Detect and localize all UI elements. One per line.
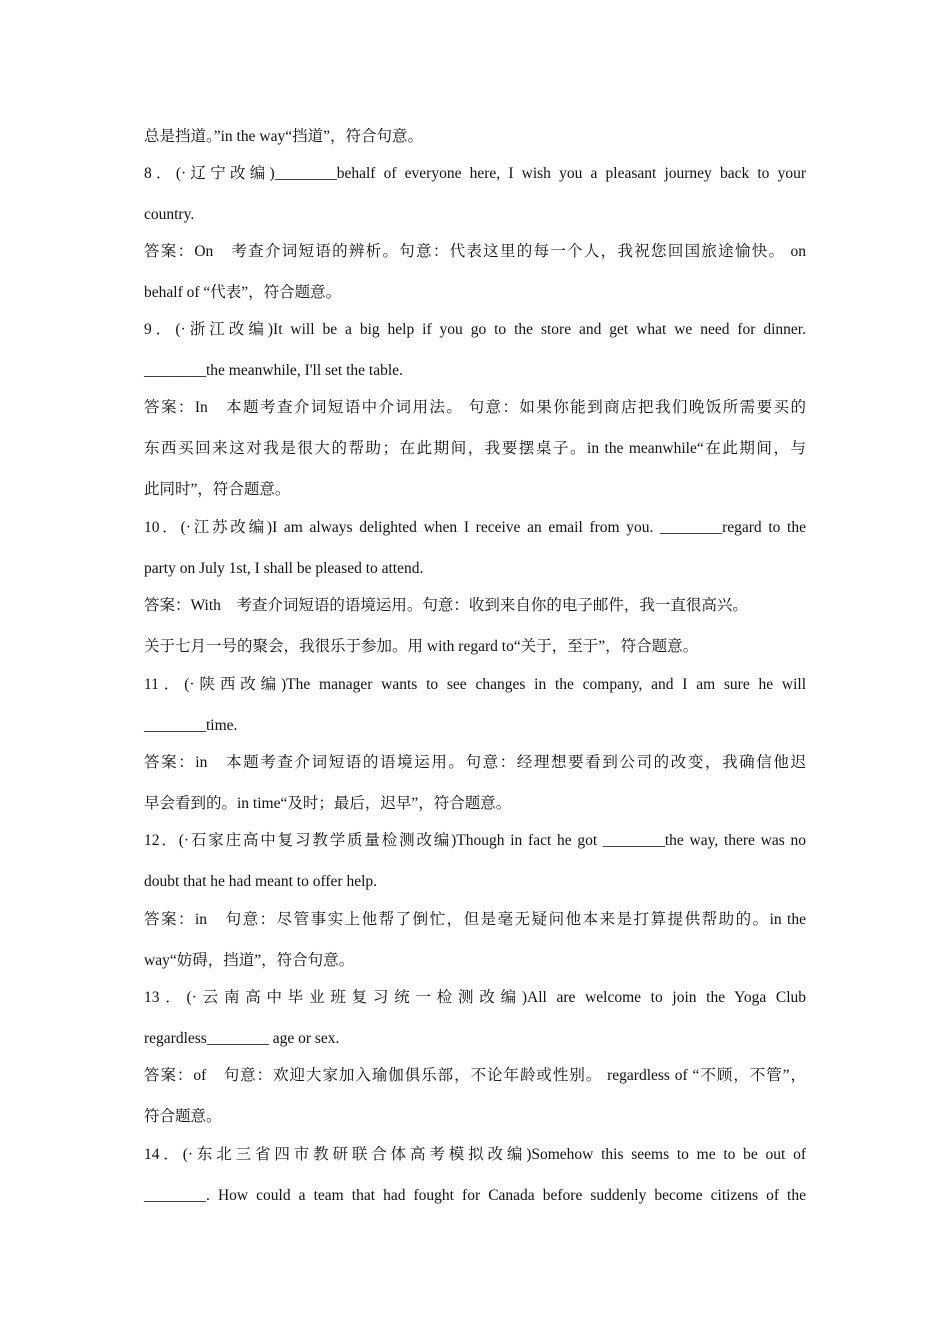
answer-11: 答案：in 本题考查介词短语的语境运用。句意：经理想要看到公司的改变，我确信他迟 bbox=[144, 754, 806, 771]
text-line: 此同时”，符合题意。 bbox=[144, 481, 291, 498]
question-13: 13．(·云南高中毕业班复习统一检测改编)All are welcome to join the Yoga Club bbox=[144, 989, 806, 1006]
text-line: doubt that he had meant to offer help. bbox=[144, 873, 378, 890]
text-line: way“妨碍，挡道”，符合句意。 bbox=[144, 952, 355, 969]
answer-12: 答案：in 句意：尽管事实上他帮了倒忙，但是毫无疑问他本来是打算提供帮助的。in the bbox=[144, 911, 806, 928]
text-line: 符合题意。 bbox=[144, 1108, 222, 1125]
text-line: country. bbox=[144, 206, 195, 223]
question-12: 12．(·石家庄高中复习教学质量检测改编)Though in fact he got ________the way, there was no bbox=[144, 832, 806, 849]
text-line: 东西买回来这对我是很大的帮助；在此期间，我要摆桌子。in the meanwhile“在此期间，与 bbox=[144, 440, 806, 457]
question-10: 10．(·江苏改编)I am always delighted when I receive an email from you. ________regard to the bbox=[144, 519, 806, 536]
question-14: 14．(·东北三省四市教研联合体高考模拟改编)Somehow this seems to me to be out of bbox=[144, 1146, 806, 1163]
answer-10: 答案：With 考查介词短语的语境运用。句意：收到来自你的电子邮件，我一直很高兴。 bbox=[144, 597, 748, 614]
answer-9: 答案：In 本题考查介词短语中介词用法。 句意：如果你能到商店把我们晚饭所需要买的 bbox=[144, 399, 806, 416]
question-8: 8．(·辽宁改编)________behalf of everyone here, I wish you a pleasant journey back to your bbox=[144, 165, 806, 182]
question-11: 11．(·陕西改编)The manager wants to see changes in the company, and I am sure he will bbox=[144, 676, 806, 693]
text-line: regardless________ age or sex. bbox=[144, 1030, 340, 1047]
text-line: ________. How could a team that had fought for Canada before suddenly become citizens of the bbox=[144, 1187, 806, 1204]
text-line: 早会看到的。in time“及时；最后，迟早”，符合题意。 bbox=[144, 795, 512, 812]
text-line: party on July 1st, I shall be pleased to attend. bbox=[144, 560, 424, 577]
text-line: 关于七月一号的聚会，我很乐于参加。用 with regard to“关于，至于”，符合题意。 bbox=[144, 638, 699, 655]
text-line: 总是挡道。”in the way“挡道”，符合句意。 bbox=[144, 128, 423, 145]
answer-13: 答案：of 句意：欢迎大家加入瑜伽俱乐部，不论年龄或性别。 regardless of “不顾，不管”， bbox=[144, 1067, 806, 1084]
text-line: ________the meanwhile, I'll set the table. bbox=[144, 362, 403, 379]
question-9: 9．(·浙江改编)It will be a big help if you go to the store and get what we need for dinner. bbox=[144, 321, 806, 338]
answer-8: 答案：On 考查介词短语的辨析。句意：代表这里的每一个人，我祝您回国旅途愉快。 on bbox=[144, 243, 806, 260]
text-line: behalf of “代表”，符合题意。 bbox=[144, 284, 342, 301]
text-line: ________time. bbox=[144, 717, 238, 734]
